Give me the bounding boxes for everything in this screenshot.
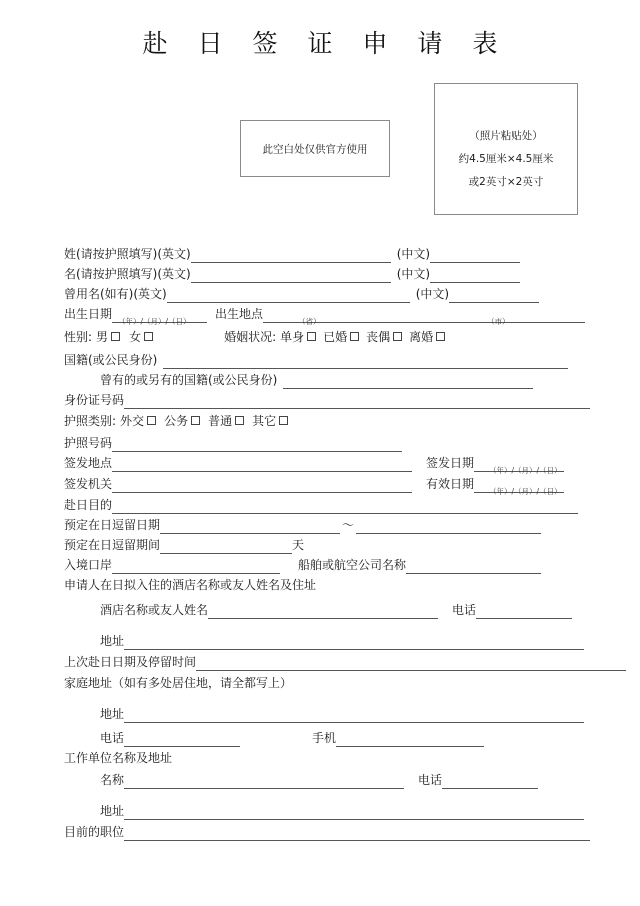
carrier-label: 船舶或航空公司名称 xyxy=(298,558,407,572)
birth-place-label: 出生地点 xyxy=(215,307,264,321)
issue-place-input-line[interactable] xyxy=(112,456,412,472)
passport-type-label: 护照类别: xyxy=(64,414,117,428)
stay-start-date-input-line[interactable] xyxy=(160,518,340,534)
field-row-given-name xyxy=(64,263,520,283)
expiry-date-label: 有效日期 xyxy=(426,477,475,491)
passport-type-diplomatic-checkbox[interactable] xyxy=(147,416,156,425)
field-row-other-nationality xyxy=(100,369,533,389)
marital-divorced-label: 离婚 xyxy=(409,330,434,344)
home-address-input-line[interactable] xyxy=(124,707,584,723)
previous-visit-label: 上次赴日日期及停留时间 xyxy=(64,655,197,669)
field-row-employer-address xyxy=(100,800,584,820)
surname-chinese-label: (中文) xyxy=(396,247,431,261)
birth-date-label: 出生日期 xyxy=(64,307,113,321)
photo-paste-box xyxy=(434,83,578,215)
given-name-chinese-label: (中文) xyxy=(396,267,431,281)
field-row-hotel-address xyxy=(100,630,584,650)
field-row-stay-duration xyxy=(64,534,304,554)
marital-widowed-checkbox[interactable] xyxy=(393,332,402,341)
surname-label: 姓(请按护照填写)(英文) xyxy=(64,247,191,261)
passport-type-diplomatic-label: 外交 xyxy=(120,414,145,428)
field-row-position xyxy=(64,821,590,841)
official-use-box-text: 此空白处仅供官方使用 xyxy=(262,143,368,155)
other-nationality-label: 曾有的或另有的国籍(或公民身份) xyxy=(100,373,278,387)
stay-dates-separator: ～ xyxy=(342,518,355,532)
stay-duration-input-line[interactable] xyxy=(160,538,292,554)
hotel-address-label: 地址 xyxy=(100,634,125,648)
entry-port-input-line[interactable] xyxy=(112,558,280,574)
mobile-input-line[interactable] xyxy=(336,731,484,747)
former-name-chinese-input-line[interactable] xyxy=(449,287,539,303)
hotel-name-input-line[interactable] xyxy=(208,603,438,619)
home-address-heading-label: 家庭地址（如有多处居住地，请全都写上） xyxy=(64,676,293,690)
official-use-box xyxy=(240,120,390,177)
previous-visit-input-line[interactable] xyxy=(196,655,626,671)
expiry-date-format-note: （年）/（月）/（日） xyxy=(489,487,562,496)
hotel-address-input-line[interactable] xyxy=(124,634,584,650)
given-name-chinese-input-line[interactable] xyxy=(430,267,520,283)
field-row-id-number xyxy=(64,389,590,409)
stay-duration-unit-label: 天 xyxy=(292,538,305,552)
hotel-name-label: 酒店名称或友人姓名 xyxy=(100,603,209,617)
home-phone-input-line[interactable] xyxy=(124,731,240,747)
former-name-input-line[interactable] xyxy=(167,287,410,303)
passport-type-official-checkbox[interactable] xyxy=(191,416,200,425)
employer-phone-input-line[interactable] xyxy=(442,773,538,789)
field-row-hotel-name-phone xyxy=(100,599,572,619)
passport-type-official-label: 公务 xyxy=(164,414,189,428)
marital-divorced-checkbox[interactable] xyxy=(436,332,445,341)
stay-end-date-input-line[interactable] xyxy=(356,518,541,534)
surname-chinese-input-line[interactable] xyxy=(430,247,520,263)
field-row-home-phone-mobile xyxy=(100,727,484,747)
marital-status-label: 婚姻状况: xyxy=(224,330,277,344)
field-row-gender-marital xyxy=(64,326,448,346)
employer-phone-label: 电话 xyxy=(418,773,443,787)
employer-address-label: 地址 xyxy=(100,804,125,818)
home-address-heading xyxy=(64,672,292,692)
employer-address-input-line[interactable] xyxy=(124,804,584,820)
field-row-employer-name-phone xyxy=(100,769,538,789)
marital-single-checkbox[interactable] xyxy=(307,332,316,341)
given-name-label: 名(请按护照填写)(英文) xyxy=(64,267,191,281)
marital-single-label: 单身 xyxy=(280,330,305,344)
gender-male-label: 男 xyxy=(96,330,109,344)
employer-heading-label: 工作单位名称及地址 xyxy=(64,751,173,765)
stay-duration-label: 预定在日逗留期间 xyxy=(64,538,161,552)
passport-type-ordinary-checkbox[interactable] xyxy=(235,416,244,425)
issue-authority-label: 签发机关 xyxy=(64,477,113,491)
former-name-chinese-label: (中文) xyxy=(415,287,450,301)
mobile-label: 手机 xyxy=(312,731,337,745)
purpose-label: 赴日目的 xyxy=(64,498,113,512)
marital-married-label: 已婚 xyxy=(323,330,348,344)
id-number-label: 身份证号码 xyxy=(64,393,125,407)
passport-number-input-line[interactable] xyxy=(112,436,402,452)
page-title: 赴 日 签 证 申 请 表 xyxy=(142,29,509,58)
entry-port-label: 入境口岸 xyxy=(64,558,113,572)
employer-heading xyxy=(64,747,172,767)
photo-box-line-3: 或2英寸×2英寸 xyxy=(468,176,544,188)
birth-place-city-note: （市） xyxy=(487,317,510,326)
employer-name-label: 名称 xyxy=(100,773,125,787)
other-nationality-input-line[interactable] xyxy=(283,373,533,389)
birth-date-format-note: （年）/（月）/（日） xyxy=(118,317,191,326)
birth-place-province-note: （省） xyxy=(298,317,321,326)
issue-date-format-note: （年）/（月）/（日） xyxy=(489,466,562,475)
field-row-entry-port-carrier xyxy=(64,554,541,574)
accommodation-heading-label: 申请人在日拟入住的酒店名称或友人姓名及住址 xyxy=(64,578,317,592)
field-row-previous-visit xyxy=(64,651,626,671)
given-name-input-line[interactable] xyxy=(191,267,391,283)
position-label: 目前的职位 xyxy=(64,825,125,839)
stay-dates-label: 预定在日逗留日期 xyxy=(64,518,161,532)
issue-authority-input-line[interactable] xyxy=(112,477,412,493)
home-phone-label: 电话 xyxy=(100,731,125,745)
purpose-input-line[interactable] xyxy=(112,498,578,514)
gender-female-label: 女 xyxy=(129,330,142,344)
gender-male-checkbox[interactable] xyxy=(111,332,120,341)
field-row-former-name xyxy=(64,283,539,303)
issue-date-label: 签发日期 xyxy=(426,456,475,470)
photo-box-line-2: 约4.5厘米×4.5厘米 xyxy=(458,153,554,165)
field-row-stay-dates xyxy=(64,514,541,534)
marital-widowed-label: 丧偶 xyxy=(366,330,391,344)
accommodation-heading xyxy=(64,574,316,594)
passport-type-other-checkbox[interactable] xyxy=(279,416,288,425)
id-number-input-line[interactable] xyxy=(124,393,590,409)
nationality-input-line[interactable] xyxy=(163,353,568,369)
field-row-passport-number xyxy=(64,432,402,452)
field-row-home-address xyxy=(100,703,584,723)
field-row-surname xyxy=(64,243,520,263)
employer-name-input-line[interactable] xyxy=(124,773,404,789)
passport-number-label: 护照号码 xyxy=(64,436,113,450)
carrier-input-line[interactable] xyxy=(406,558,541,574)
gender-female-checkbox[interactable] xyxy=(144,332,153,341)
hotel-phone-input-line[interactable] xyxy=(476,603,572,619)
former-name-label: 曾用名(如有)(英文) xyxy=(64,287,167,301)
home-address-label: 地址 xyxy=(100,707,125,721)
surname-input-line[interactable] xyxy=(191,247,391,263)
gender-label: 性别: xyxy=(64,330,93,344)
passport-type-ordinary-label: 普通 xyxy=(208,414,233,428)
passport-type-other-label: 其它 xyxy=(252,414,277,428)
hotel-phone-label: 电话 xyxy=(452,603,477,617)
issue-place-label: 签发地点 xyxy=(64,456,113,470)
field-row-passport-type xyxy=(64,410,291,430)
photo-box-line-1: （照片粘贴处） xyxy=(469,130,543,142)
field-row-nationality xyxy=(64,349,568,369)
marital-married-checkbox[interactable] xyxy=(350,332,359,341)
position-input-line[interactable] xyxy=(124,825,590,841)
nationality-label: 国籍(或公民身份) xyxy=(64,353,158,367)
field-row-purpose xyxy=(64,494,578,514)
